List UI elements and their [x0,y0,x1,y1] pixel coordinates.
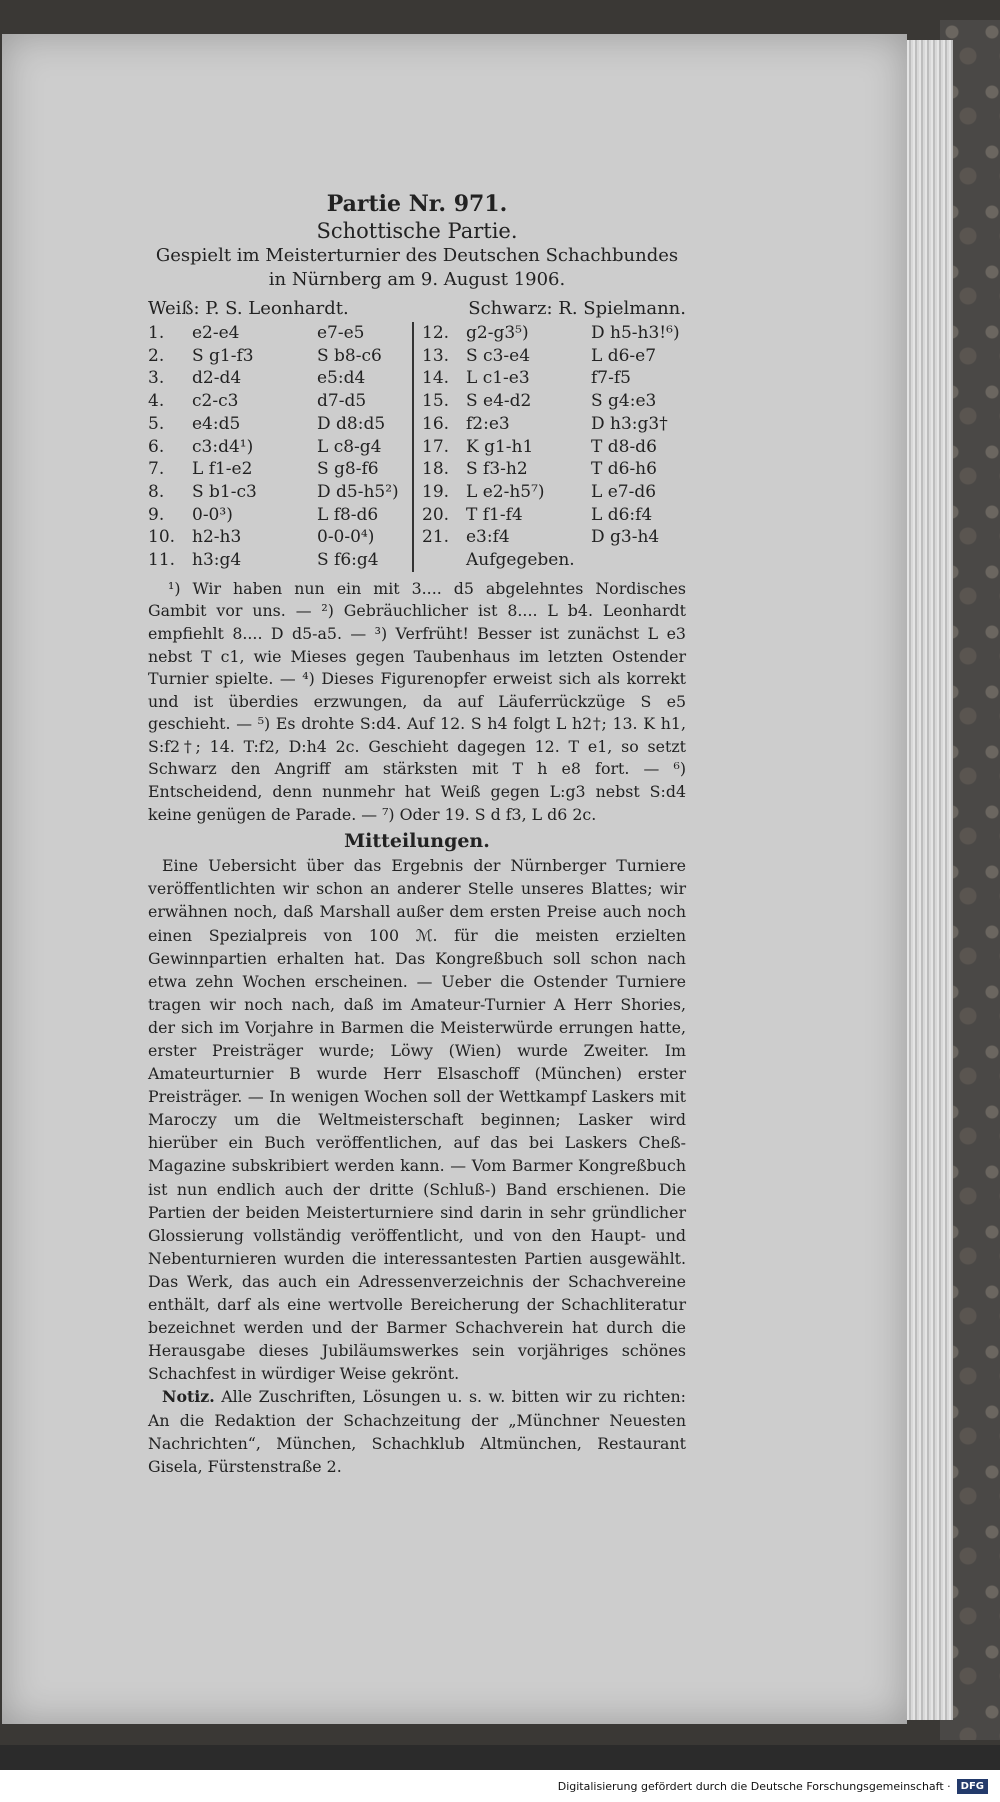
black-move: T d8-d6 [591,436,657,457]
game-title: Partie Nr. 971. [326,191,508,217]
announcements-text: Eine Uebersicht über das Ergebnis der Nürnberger Turniere veröffentlichten wir schon an anderer Stelle unseres Blattes; wir erwähnen noch, daß Marshall außer dem ersten Preise auch noch einen Spezialpreis von 100 ℳ. für die meisten erzielten Gewinnpartien erhalten hat. Das Kongreßbuch soll schon nach etwa zehn Wochen erscheinen. — Ueber die Ostender Turniere tragen wir noch nach, daß im Amateur-Turnier A Herr Shories, der sich im Vorjahre in Barmen die Meisterwürde errungen hatte, erster Preisträger wurde; Löwy (Wien) wurde Zweiter. Im Amateurturnier B wurde Herr Elsaschoff (München) erster Preisträger. — In wenigen Wochen soll der Wettkampf Laskers mit Maroczy um die Weltmeisterschaft beginnen; Lasker wird hierüber ein Buch veröffentlichen, auf das bei Laskers Cheß-Magazine subskribiert werden kann. — Vom Barmer Kongreßbuch ist nun endlich auch der dritte (Schluß-) Band erschienen. Die Partien der beiden Meisterturniere sind darin in sehr gründlicher Glossierung vollständig veröffentlicht, und von den Haupt- und Nebenturnieren wurden die interessantesten Partien ausgewählt. Das Werk, das auch ein Adressenverzeichnis der Schachvereine enthält, darf als eine wertvolle Bereicherung der Schachliteratur bezeichnet werden und der Barmer Schachverein hat durch die Herausgabe dieses Jubiläumswerkes sein vorjähriges schönes Schachfest in würdiger Weise gekrönt. [148,856,686,1384]
move-row [422,549,686,572]
page-content [148,190,686,1478]
notice-label: Notiz. [162,1387,215,1407]
black-move: S g8-f6 [317,459,379,480]
black-move: L e7-d6 [591,481,657,502]
move-table [148,322,686,572]
game-occasion: Gespielt im Meisterturnier des Deutschen Schachbundes in Nürnberg am 9. August 1906. [155,245,679,290]
white-move: h2-h3 [192,527,242,548]
move-number: 7. [148,459,165,480]
move-row [148,504,412,527]
move-row [148,436,412,459]
move-row [422,481,686,504]
white-move: f2:e3 [466,413,510,434]
move-row [148,390,412,413]
notice-paragraph [148,1385,686,1478]
move-row [422,458,686,481]
footer-text: Digitalisierung gefördert durch die Deutsche Forschungsgemeinschaft · [557,1779,951,1793]
move-row [422,436,686,459]
move-number: 2. [148,345,165,366]
white-move: K g1-h1 [466,436,534,457]
black-move [575,549,686,572]
move-number: 15. [422,391,450,412]
move-number: 18. [422,459,450,480]
white-move: L f1-e2 [192,459,253,480]
white-move: S g1-f3 [192,345,254,366]
move-row [148,549,412,572]
black-move: e5:d4 [317,368,366,389]
white-move: L e2-h5⁷) [466,481,545,502]
move-number: 3. [148,368,165,389]
annotations: ¹) Wir haben nun ein mit 3.... d5 abgelehntes Nordisches Gambit vor uns. — ²) Gebräuchlicher ist 8.... L b4. Leonhardt empfiehlt 8.... D d5-a5. — ³) Verfrüht! Besser ist zunächst L e3 nebst T c1, wie Mieses gegen Taubenhaus im letzten Ostender Turnier spielte. — ⁴) Dieses Figurenopfer erweist sich als korrekt und ist überdies erzwungen, da auf Läuferrückzüge S e5 geschieht. — ⁵) Es drohte S:d4. Auf 12. S h4 folgt L h2†; 13. K h1, S:f2†; 14. T:f2, D:h4 2c. Geschieht dagegen 12. T e1, so setzt Schwarz den Angriff am stärksten mit T h e8 fort. — ⁶) Entscheidend, denn nunmehr hat Weiß gegen L:g3 nebst S:d4 keine genügen de Parade. — ⁷) Oder 19. S d f3, L d6 2c. [148,578,686,824]
white-move: e4:d5 [192,413,241,434]
move-row [422,526,686,549]
black-move: L f8-d6 [317,504,379,525]
move-row [422,367,686,390]
move-number: 11. [148,550,176,571]
black-move: D g3-h4 [591,527,660,548]
notice-text: Alle Zuschriften, Lösungen u. s. w. bitten wir zu richten: An die Redaktion der Schachzeitung der „Münchner Neuesten Nachrichten“, München, Schachklub Altmünchen, Restaurant Gisela, Fürstenstraße 2. [148,1387,686,1477]
section-heading: Mitteilungen. [344,830,490,853]
moves-column-right [412,322,686,572]
white-move: d2-d4 [192,368,242,389]
move-number: 21. [422,527,450,548]
black-move: S f6:g4 [317,550,379,571]
white-move: L c1-e3 [466,368,530,389]
move-row [422,322,686,345]
white-move: S b1-c3 [192,481,257,502]
white-move: Aufgegeben. [466,550,575,571]
move-row [148,458,412,481]
white-move: h3:g4 [192,550,242,571]
white-move: 0-0³) [192,504,233,525]
white-player: Weiß: P. S. Leonhardt. [148,298,349,319]
black-move: T d6-h6 [591,459,657,480]
black-move: L d6:f4 [591,504,653,525]
move-number: 17. [422,436,450,457]
black-move: f7-f5 [591,368,631,389]
black-move: 0-0-0⁴) [317,527,375,548]
move-row [148,413,412,436]
move-number: 19. [422,481,450,502]
digitization-footer [0,1770,1000,1802]
move-row [422,504,686,527]
black-move: D d8:d5 [317,413,386,434]
black-move: e7-e5 [317,323,365,343]
white-move: S c3-e4 [466,345,531,366]
move-number [422,549,456,572]
black-move: L c8-g4 [317,436,382,457]
move-row [422,413,686,436]
black-player: Schwarz: R. Spielmann. [468,298,686,319]
black-move: D h5-h3!⁶) [591,323,680,343]
move-number: 10. [148,527,176,548]
white-move: S f3-h2 [466,459,528,480]
move-number: 12. [422,323,450,343]
white-move: c2-c3 [192,391,239,412]
move-row [422,390,686,413]
move-number: 5. [148,413,165,434]
move-number: 8. [148,481,165,502]
move-number: 13. [422,345,450,366]
move-row [422,345,686,368]
move-number: 20. [422,504,450,525]
black-move: D d5-h5²) [317,481,399,502]
move-row [148,322,412,345]
white-move: e2-e4 [192,323,240,343]
move-row [148,345,412,368]
move-row [148,526,412,549]
opening-name: Schottische Partie. [316,219,518,243]
move-number: 4. [148,391,165,412]
dfg-logo: DFG [957,1779,988,1794]
white-move: e3:f4 [466,527,510,548]
white-move: c3:d4¹) [192,436,254,457]
moves-column-left [148,322,412,572]
move-row [148,367,412,390]
move-number: 16. [422,413,450,434]
black-move: S g4:e3 [591,391,657,412]
players-line [148,296,686,322]
move-number: 14. [422,368,450,389]
white-move: T f1-f4 [466,504,523,525]
black-move: L d6-e7 [591,345,657,366]
move-row [148,481,412,504]
move-number: 9. [148,504,165,525]
black-move: D h3:g3† [591,413,668,434]
white-move: S e4-d2 [466,391,532,412]
black-move: S b8-c6 [317,345,382,366]
move-number: 6. [148,436,165,457]
move-number: 1. [148,323,165,343]
black-move: d7-d5 [317,391,367,412]
white-move: g2-g3⁵) [466,323,529,343]
